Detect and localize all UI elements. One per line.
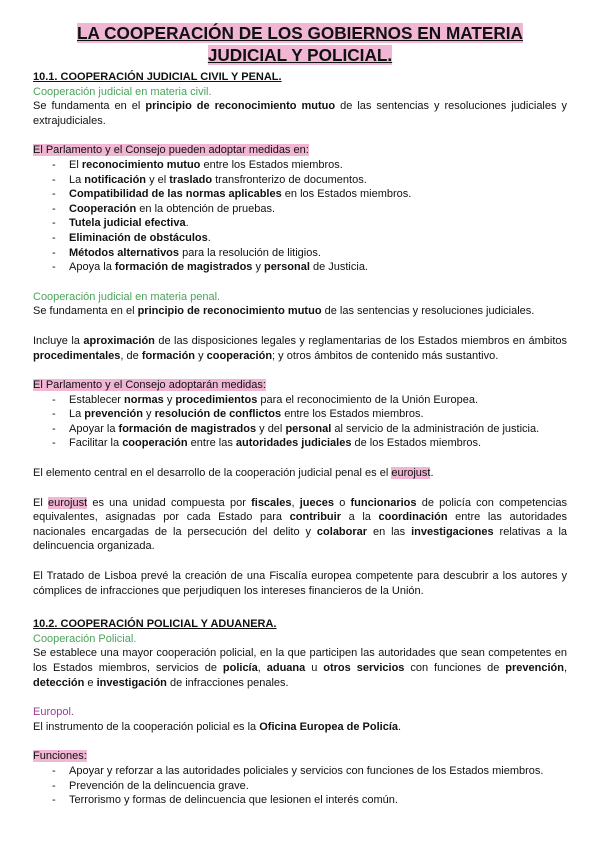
coop-policial-paragraph: Se establece una mayor cooperación policial, en la que participen las autoridades que sean competentes en los Estados miembros, servicios de policía, aduana u otros servicios con funciones de prevención, detección e investigación de infracciones penales.: [33, 647, 567, 689]
list-item: - La prevención y resolución de conflictos entre los Estados miembros.: [52, 407, 567, 422]
functions-heading: Funciones:: [33, 750, 87, 763]
penal-list-heading: El Parlamento y el Consejo adoptarán medidas:: [33, 379, 266, 392]
list-item: - Tutela judicial efectiva.: [52, 216, 567, 231]
eurojust-paragraph-2: El eurojust es una unidad compuesta por fiscales, jueces o funcionarios de policía con competencias equivalentes, asignadas por cada Estado para contribuir a la coordinación entre las autoridades nacionales encargadas de la persecución del delito y colaborar en las investigaciones relativas a la delincuencia organizada.: [33, 496, 567, 553]
penal-measures-list: [33, 393, 567, 451]
list-item: - Prevención de la delincuencia grave.: [52, 779, 567, 794]
list-item: - Apoyar la formación de magistrados y del personal al servicio de la administración de justicia.: [52, 422, 567, 437]
subheading-penal: Cooperación judicial en materia penal.: [33, 290, 221, 303]
list-item: - Eliminación de obstáculos.: [52, 231, 567, 246]
list-item: - Facilitar la cooperación entre las autoridades judiciales de los Estados miembros.: [52, 436, 567, 451]
section-heading-1: 10.1. COOPERACIÓN JUDICIAL CIVIL Y PENAL.: [33, 71, 282, 83]
penal-paragraph-2: Incluye la aproximación de las disposiciones legales y reglamentarias de los Estados miembros en ámbitos procedimentales, de formación y cooperación; y otros ámbitos de contenido más sustantivo.: [33, 334, 567, 362]
lisboa-paragraph: El Tratado de Lisboa prevé la creación de una Fiscalía europea competente para descubrir a los autores y cómplices de infracciones que perjudiquen los intereses financieros de la Unión.: [33, 570, 567, 597]
europol-paragraph: El instrumento de la cooperación policial es la Oficina Europea de Policía.: [33, 720, 402, 733]
civil-list-heading: El Parlamento y el Consejo pueden adoptar medidas en:: [33, 144, 309, 157]
penal-paragraph-1: Se fundamenta en el principio de reconocimiento mutuo de las sentencias y resoluciones judiciales.: [33, 305, 535, 318]
subheading-civil: Cooperación judicial en materia civil.: [33, 85, 212, 98]
list-item: - Establecer normas y procedimientos para el reconocimiento de la Unión Europea.: [52, 393, 567, 408]
section-heading-2: 10.2. COOPERACIÓN POLICIAL Y ADUANERA.: [33, 618, 277, 631]
list-item: - La notificación y el traslado transfronterizo de documentos.: [52, 173, 567, 188]
civil-measures-list: [33, 158, 567, 275]
list-item: - El reconocimiento mutuo entre los Estados miembros.: [52, 158, 567, 173]
list-item: - Métodos alternativos para la resolución de litigios.: [52, 246, 567, 261]
list-item: - Apoyar y reforzar a las autoridades policiales y servicios con funciones de los Estados miembros.: [52, 764, 567, 779]
list-item: - Apoya la formación de magistrados y personal de Justicia.: [52, 260, 567, 275]
page-title: [33, 22, 567, 66]
title-line-2: JUDICIAL Y POLICIAL.: [207, 45, 393, 65]
title-line-1: LA COOPERACIÓN DE LOS GOBIERNOS EN MATERIA: [77, 23, 523, 43]
functions-list: [33, 764, 567, 808]
list-item: - Terrorismo y formas de delincuencia que lesionen el interés común.: [52, 793, 567, 808]
subheading-coop-policial: Cooperación Policial.: [33, 632, 137, 645]
eurojust-paragraph-1: El elemento central en el desarrollo de la cooperación judicial penal es el eurojust.: [33, 467, 434, 480]
list-item: - Compatibilidad de las normas aplicables en los Estados miembros.: [52, 187, 567, 202]
subheading-europol: Europol.: [33, 706, 74, 719]
list-item: - Cooperación en la obtención de pruebas.: [52, 202, 567, 217]
civil-paragraph: Se fundamenta en el principio de reconocimiento mutuo de las sentencias y resoluciones judiciales y extrajudiciales.: [33, 100, 567, 127]
